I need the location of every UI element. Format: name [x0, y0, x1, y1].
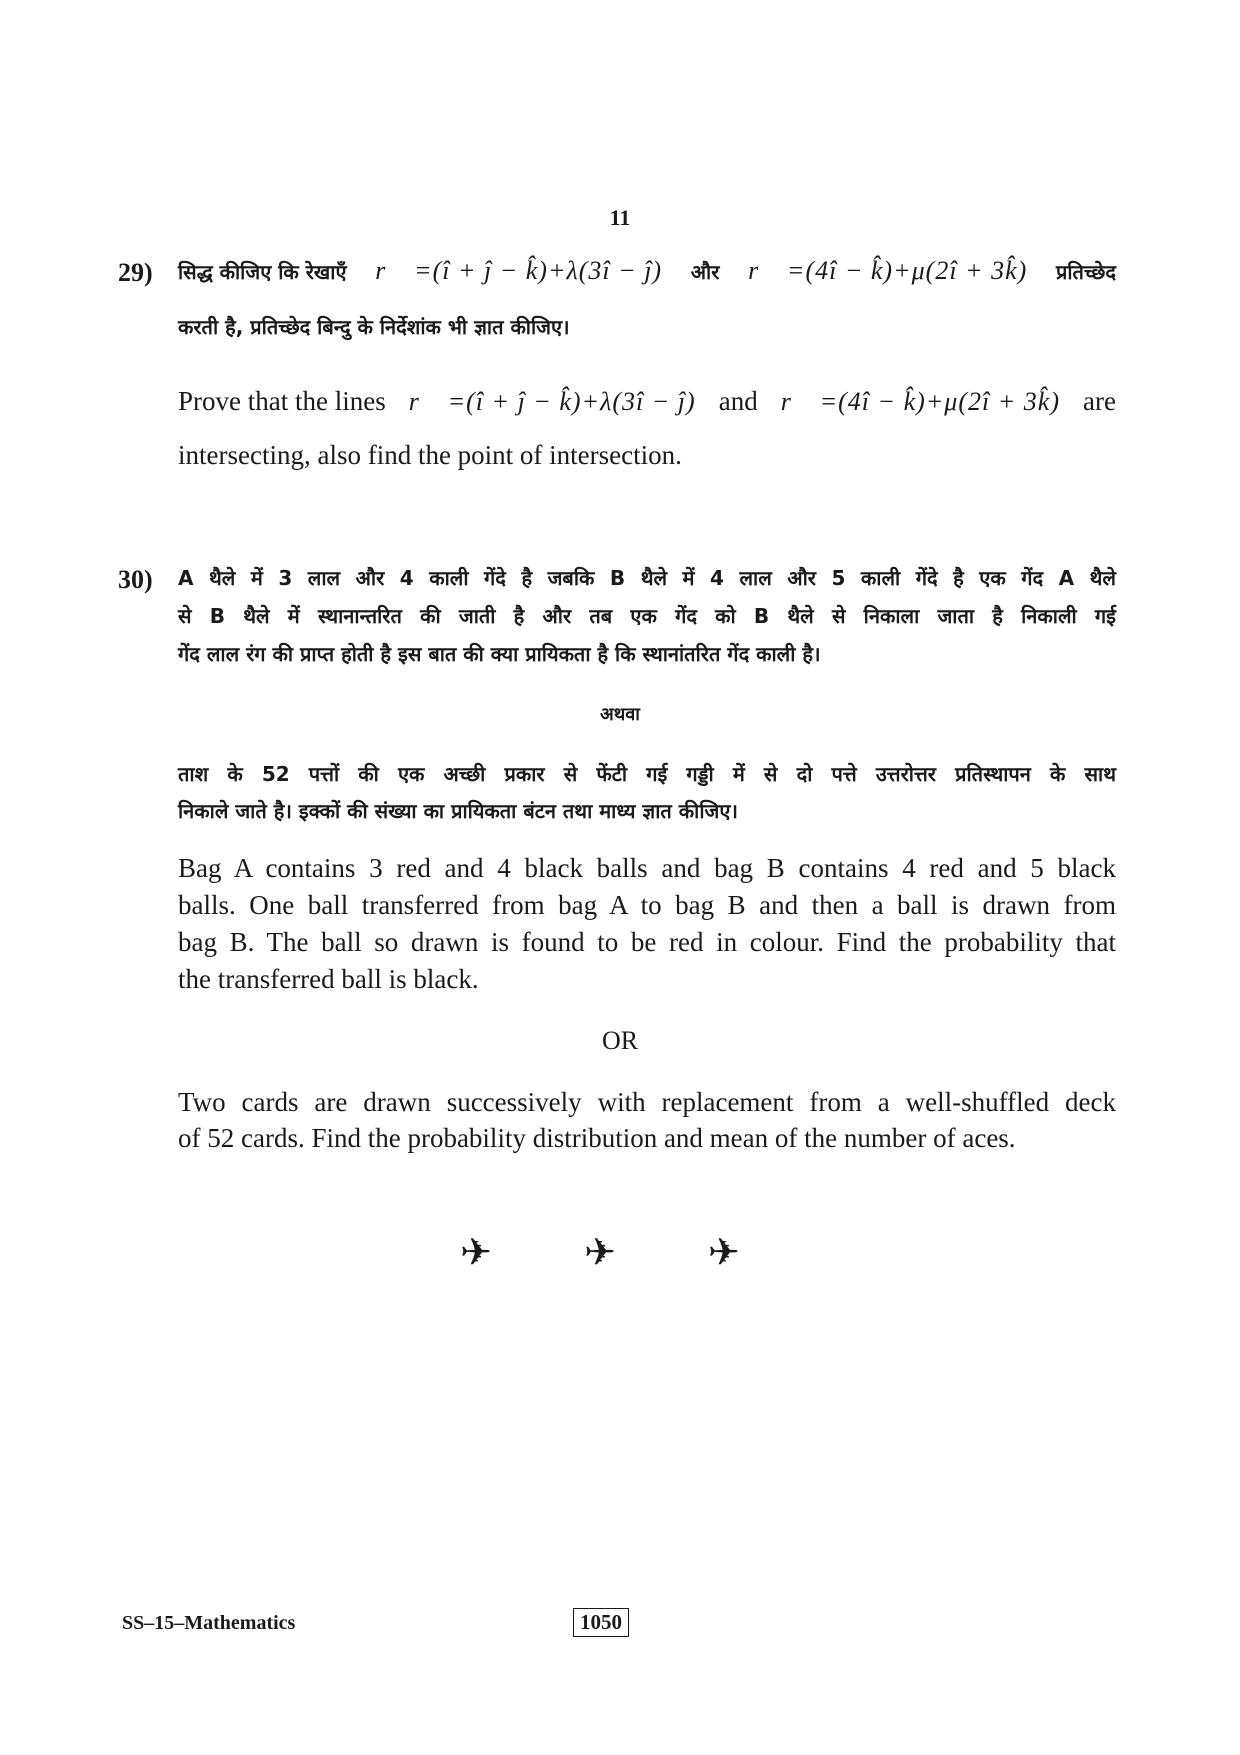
q29-english-prefix: Prove that the lines — [178, 386, 386, 416]
q29-english-line1-equation: r⃗ =(î + ĵ − k̂)+λ(3î − ĵ) — [408, 387, 696, 416]
end-of-paper-airplane-icons: ✈ ✈ ✈ — [460, 1230, 780, 1274]
question-30-hindi-alt-line: निकाले जाते है। इक्कों की संख्या का प्रायिकता बंटन तथा माध्य ज्ञात कीजिए। — [178, 799, 738, 823]
question-29-number: 29) — [118, 258, 153, 287]
question-30-english-alt-line: Two cards are drawn successively with replacement from a well-shuffled deck — [178, 1087, 1116, 1117]
page-number: 11 — [609, 205, 631, 230]
q29-line2-equation: r⃗ =(4î − k̂)+μ(2î + 3k̂) — [748, 256, 1028, 285]
question-30-english-line: balls. One ball transferred from bag A to bag B and then a ball is drawn from — [178, 890, 1116, 920]
footer-subject-code: SS–15–Mathematics — [122, 1612, 296, 1634]
q29-english-and: and — [718, 386, 758, 416]
footer-paper-code: 1050 — [573, 1608, 629, 1637]
question-30-hindi-line: A थैले में 3 लाल और 4 काली गेंदे है जबकि B थैले में 4 लाल और 5 काली गेंदे है एक गेंद A थैले — [178, 566, 1116, 590]
question-30-hindi-line: से B थैले में स्थानान्तरित की जाती है और तब एक गेंद को B थैले से निकाला जाता है निकाली गई — [178, 604, 1116, 628]
q29-english-suffix: are — [1083, 386, 1116, 416]
question-30-english-line: the transferred ball is black. — [178, 964, 479, 994]
question-29-english-line-2: intersecting, also find the point of intersection. — [178, 440, 682, 470]
q29-english-line2-equation: r⃗ =(4î − k̂)+μ(2î + 3k̂) — [780, 387, 1060, 416]
question-29-hindi-line-1 — [178, 256, 1116, 286]
question-30-english-line: Bag A contains 3 red and 4 black balls and bag B contains 4 red and 5 black — [178, 853, 1116, 883]
or-hindi: अथवा — [600, 704, 640, 725]
question-29-hindi-line-2: करती है, प्रतिच्छेद बिन्दु के निर्देशांक भी ज्ञात कीजिए। — [178, 315, 570, 339]
question-30-english-line: bag B. The ball so drawn is found to be red in colour. Find the probability that — [178, 927, 1116, 957]
question-29-english-line-1 — [178, 386, 1116, 417]
q29-hindi-and: और — [690, 260, 720, 284]
question-30-english-alt-line: of 52 cards. Find the probability distribution and mean of the number of aces. — [178, 1123, 1016, 1153]
question-30-hindi-line: गेंद लाल रंग की प्राप्त होती है इस बात की क्या प्रायिकता है कि स्थानांतरित गेंद काली है। — [178, 642, 821, 666]
q29-line1-equation: r⃗ =(î + ĵ − k̂)+λ(3î − ĵ) — [375, 256, 663, 285]
or-english: OR — [601, 1026, 639, 1055]
question-30-hindi-alt-line: ताश के 52 पत्तों की एक अच्छी प्रकार से फेंटी गई गड्डी में से दो पत्ते उत्तरोत्तर प्रतिस्थापन के साथ — [178, 762, 1116, 786]
question-30-number: 30) — [118, 565, 153, 594]
q29-hindi-after: प्रतिच्छेद — [1055, 260, 1116, 284]
q29-hindi-before: सिद्ध कीजिए कि रेखाएँ — [178, 260, 347, 284]
